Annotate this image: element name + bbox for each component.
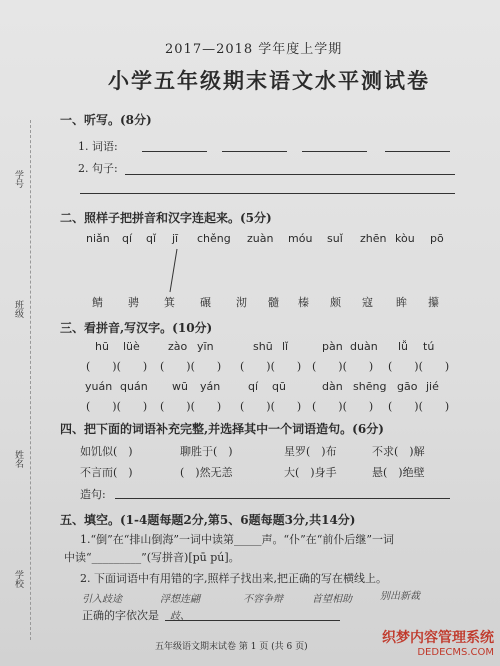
example-connecting-line bbox=[160, 246, 190, 296]
idiom-fill[interactable]: 不求( )解 bbox=[372, 445, 425, 458]
pinyin-syllable: tú bbox=[423, 340, 435, 353]
exam-title: 小学五年级期末语文水平测试卷 bbox=[108, 68, 430, 93]
answer-box[interactable]: ( )( ) bbox=[86, 400, 148, 413]
idiom-fill[interactable]: 大( )身手 bbox=[284, 466, 337, 479]
pinyin-syllable: kòu bbox=[395, 232, 415, 245]
pinyin-syllable: zào bbox=[168, 340, 188, 353]
answer-box[interactable]: ( )( ) bbox=[388, 400, 450, 413]
pinyin-syllable: shū bbox=[253, 340, 273, 353]
answer-box[interactable]: ( )( ) bbox=[388, 360, 450, 373]
answer-box[interactable]: ( )( ) bbox=[240, 400, 302, 413]
idiom-fill[interactable]: 悬( )绝壁 bbox=[372, 466, 425, 479]
hanzi-option: 颇 bbox=[330, 296, 341, 309]
section5-heading: 五、填空。(1-4题每题2分,第5、6题每题3分,共14分) bbox=[60, 513, 356, 527]
pinyin-syllable: yīn bbox=[197, 340, 214, 353]
idiom-fill[interactable]: 聊胜于( ) bbox=[180, 445, 233, 458]
pinyin-syllable: qū bbox=[272, 380, 286, 393]
site-watermark bbox=[382, 627, 494, 658]
word-item: 浮想连翩 bbox=[160, 594, 200, 605]
pinyin-syllable: móu bbox=[288, 232, 313, 245]
pinyin-syllable: shēng bbox=[353, 380, 387, 393]
pinyin-syllable: quán bbox=[120, 380, 148, 393]
section1-heading: 一、听写。(8分) bbox=[60, 113, 152, 127]
hanzi-option: 眸 bbox=[396, 296, 407, 309]
sentence-blank[interactable] bbox=[80, 193, 455, 194]
answer-box[interactable]: ( )( ) bbox=[312, 360, 374, 373]
dictation-blank[interactable] bbox=[302, 151, 367, 152]
q1-line2: 中读“_________”(写拼音)[pū pú]。 bbox=[64, 551, 240, 564]
section1-item2: 2. 句子: bbox=[78, 162, 118, 175]
word-item: 首望相助 bbox=[312, 594, 352, 605]
dictation-blank[interactable] bbox=[142, 151, 207, 152]
pinyin-syllable: jī bbox=[172, 232, 179, 245]
hanzi-option: 攥 bbox=[428, 296, 439, 309]
sentence-label: 造句: bbox=[80, 488, 106, 501]
hanzi-option: 榛 bbox=[298, 296, 309, 309]
pinyin-syllable: duàn bbox=[350, 340, 378, 353]
watermark-url: DEDECMS.COM bbox=[417, 647, 494, 658]
pinyin-syllable: lǚ bbox=[398, 340, 409, 353]
pinyin-syllable: pàn bbox=[322, 340, 343, 353]
pinyin-syllable: qí bbox=[248, 380, 259, 393]
page-footer: 五年级语文期末试卷 第 1 页 (共 6 页) bbox=[155, 642, 308, 652]
pinyin-syllable: lǐ bbox=[282, 340, 289, 353]
hanzi-option: 寇 bbox=[362, 296, 373, 309]
section3-heading: 三、看拼音,写汉字。(10分) bbox=[60, 321, 213, 335]
margin-label-student-id: 学号 bbox=[13, 170, 23, 188]
answer-box[interactable]: ( )( ) bbox=[312, 400, 374, 413]
hanzi-option: 骋 bbox=[128, 296, 139, 309]
dictation-blank[interactable] bbox=[222, 151, 287, 152]
pinyin-syllable: wū bbox=[172, 380, 188, 393]
dictation-blank[interactable] bbox=[385, 151, 450, 152]
answer-box[interactable]: ( )( ) bbox=[160, 360, 222, 373]
answer-box[interactable]: ( )( ) bbox=[240, 360, 302, 373]
q2-instruction: 2. 下面词语中有用错的字,照样子找出来,把正确的写在横线上。 bbox=[80, 572, 387, 585]
answer-box[interactable]: ( )( ) bbox=[86, 360, 148, 373]
answer-line[interactable] bbox=[165, 620, 340, 621]
q1-line1: 1.“倒”在“排山倒海”一词中读第_____声。“仆”在“前仆后继”一词 bbox=[80, 533, 394, 546]
pinyin-syllable: suǐ bbox=[327, 232, 343, 245]
pinyin-syllable: jié bbox=[426, 380, 439, 393]
section2-heading: 二、照样子把拼音和汉字连起来。(5分) bbox=[60, 211, 272, 225]
word-item: 别出新裁 bbox=[380, 591, 420, 602]
pinyin-syllable: dàn bbox=[322, 380, 343, 393]
pinyin-syllable: lüè bbox=[123, 340, 140, 353]
pinyin-syllable: yán bbox=[200, 380, 221, 393]
sentence-blank[interactable] bbox=[125, 174, 455, 175]
margin-label-class: 班级 bbox=[13, 300, 23, 318]
pinyin-syllable: yuán bbox=[85, 380, 113, 393]
margin-fold-line bbox=[30, 120, 31, 640]
answer-label: 正确的字依次是 bbox=[82, 609, 159, 622]
pinyin-syllable: pō bbox=[430, 232, 444, 245]
pinyin-syllable: qí bbox=[122, 232, 133, 245]
pinyin-syllable: gāo bbox=[397, 380, 418, 393]
hanzi-option: 沏 bbox=[236, 296, 247, 309]
pinyin-syllable: niǎn bbox=[86, 232, 110, 245]
margin-label-name: 姓名 bbox=[13, 450, 23, 468]
section1-item1: 1. 词语: bbox=[78, 140, 118, 153]
idiom-fill[interactable]: 星罗( )布 bbox=[284, 445, 337, 458]
school-year-line: 2017—2018 学年度上学期 bbox=[165, 42, 343, 57]
margin-label-school: 学校 bbox=[13, 570, 23, 588]
hanzi-option: 髓 bbox=[268, 296, 279, 309]
idiom-fill[interactable]: 如饥似( ) bbox=[80, 445, 133, 458]
watermark-name: 织梦内容管理系统 bbox=[382, 630, 494, 646]
pinyin-syllable: qǐ bbox=[146, 232, 157, 245]
idiom-fill[interactable]: 不言而( ) bbox=[80, 466, 133, 479]
answer-value[interactable]: 歧、 bbox=[170, 611, 190, 622]
pinyin-syllable: chěng bbox=[197, 232, 231, 245]
section4-heading: 四、把下面的词语补充完整,并选择其中一个词语造句。(6分) bbox=[60, 422, 384, 436]
idiom-fill[interactable]: ( )然无恙 bbox=[180, 466, 233, 479]
hanzi-option: 鲭 bbox=[92, 296, 103, 309]
hanzi-option: 碾 bbox=[200, 296, 211, 309]
hanzi-option: 箕 bbox=[164, 296, 175, 309]
pinyin-syllable: zhēn bbox=[360, 232, 387, 245]
pinyin-syllable: hū bbox=[95, 340, 109, 353]
answer-box[interactable]: ( )( ) bbox=[160, 400, 222, 413]
sentence-answer-line[interactable] bbox=[115, 498, 450, 499]
pinyin-syllable: zuàn bbox=[247, 232, 274, 245]
word-item: 引入歧途 bbox=[82, 594, 122, 605]
word-item: 不容争辩 bbox=[243, 594, 283, 605]
